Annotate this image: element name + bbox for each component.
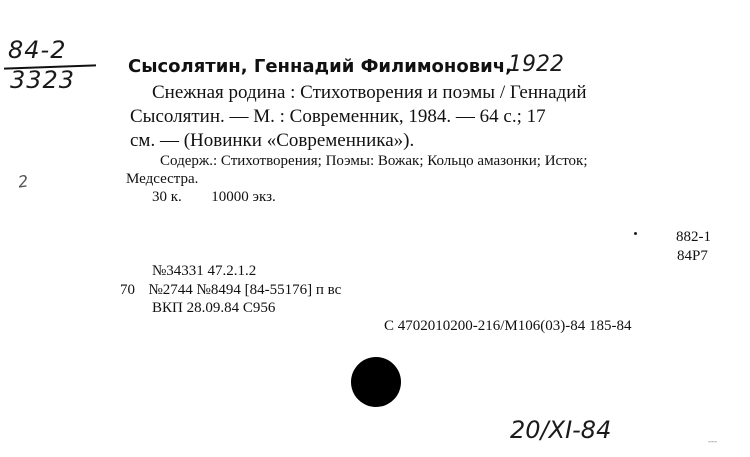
pencil-note: 2 [16,171,30,192]
shelf-mark-top: 84-2 [8,36,67,64]
handwritten-date: 20/XI-84 [510,416,612,444]
order-prefix: 70 [120,282,135,298]
class-index-1: 882-1 [676,229,711,245]
class-index-2: 84Р7 [677,248,708,264]
title-line-1: Снежная родина : Стихотворения и поэмы / Геннадий [152,82,587,103]
print-run: 10000 экз. [211,189,276,205]
vkp-line: ВКП 28.09.84 С956 [152,300,276,316]
price-line [152,189,276,206]
author-year: 1922 [508,52,564,77]
shelf-mark-bottom: 3323 [10,66,76,94]
punch-hole [351,357,401,407]
order-line-row [120,282,341,299]
dot-mark [634,232,637,235]
title-line-3: см. — (Новинки «Современника»). [130,130,415,151]
title-line-2: Сысолятин. — М. : Современник, 1984. — 64 с.; 17 [130,106,546,127]
order-line: №2744 №8494 [84-55176] п вс [148,282,342,298]
corner-mark: ‑‑‑ [708,436,717,446]
contents-line-1: Содерж.: Стихотворения; Поэмы: Вожак; Кольцо амазонки; Исток; [160,153,588,169]
contents-line-2: Медсестра. [126,171,199,187]
price: 30 к. [152,189,182,205]
author-heading: Сысолятин, Геннадий Филимонович, [128,56,512,77]
code-line: С 4702010200-216/М106(03)-84 185-84 [384,318,632,334]
number-line: №34331 47.2.1.2 [152,263,257,279]
